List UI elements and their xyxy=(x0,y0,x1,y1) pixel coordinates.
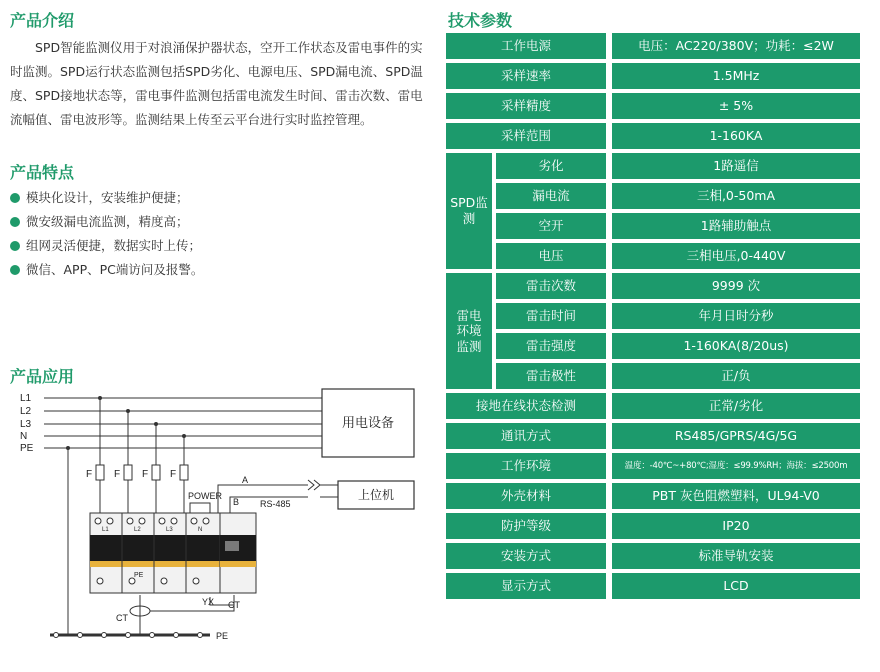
spec-label: 工作电源 xyxy=(446,33,606,59)
pe-bottom-label: PE xyxy=(216,631,229,641)
spec-value: PBT 灰色阻燃塑料，UL94-V0 xyxy=(612,483,860,509)
features-title: 产品特点 xyxy=(10,163,75,182)
spec-value: 标准导轨安装 xyxy=(612,543,860,569)
spec-value: 电压：AC220/380V；功耗：≤2W xyxy=(612,33,860,59)
spec-value: 1-160KA(8/20us) xyxy=(612,333,860,359)
spec-value: 9999 次 xyxy=(612,273,860,299)
intro-title: 产品介绍 xyxy=(10,11,75,30)
feature-item: 微信、APP、PC端访问及报警。 xyxy=(10,258,430,282)
spec-label: 防护等级 xyxy=(446,513,606,539)
module-label: L3 xyxy=(166,527,173,533)
rs485-label: RS-485 xyxy=(260,499,291,509)
bus-b-label: B xyxy=(233,497,240,507)
spec-value: 1-160KA xyxy=(612,123,860,149)
fuse-label: F xyxy=(170,469,177,480)
bullet-icon xyxy=(10,265,20,275)
module-label: L1 xyxy=(102,527,109,533)
spec-label: 雷击极性 xyxy=(496,363,606,389)
feature-item: 微安级漏电流监测，精度高； xyxy=(10,210,430,234)
spec-value: 温度：-40℃~+80℃;湿度：≤99.9%RH；海拔：≤2500m xyxy=(612,453,860,479)
spec-value: 1路遥信 xyxy=(612,153,860,179)
ct-label-left: CT xyxy=(116,613,128,623)
spec-value: IP20 xyxy=(612,513,860,539)
spec-value: 1路辅助触点 xyxy=(612,213,860,239)
spec-label: 显示方式 xyxy=(446,573,606,599)
spec-value: RS485/GPRS/4G/5G xyxy=(612,423,860,449)
spec-label: 雷击强度 xyxy=(496,333,606,359)
spec-label: 雷击次数 xyxy=(496,273,606,299)
application-title: 产品应用 xyxy=(10,367,75,386)
line-label-pe: PE xyxy=(20,443,34,454)
line-label-l2: L2 xyxy=(20,406,32,417)
fuse-label: F xyxy=(114,469,121,480)
bus-a-label: A xyxy=(242,475,249,485)
intro-text: SPD智能监测仪用于对浪涌保护器状态，空开工作状态及雷电事件的实时监测。SPD运行状态监测包括SPD劣化、电源电压、SPD漏电流、SPD温度、SPD接地状态等，雷电事件监测包括雷电流发生时间、雷击次数、雷电流幅值、雷电波形等。监测结果上传至云平台进行实时监控管理。 xyxy=(10,40,423,127)
ct-label-right: CT xyxy=(228,600,240,610)
fuse-label: F xyxy=(142,469,149,480)
spec-label: 电压 xyxy=(496,243,606,269)
spec-value: ± 5% xyxy=(612,93,860,119)
spec-value: LCD xyxy=(612,573,860,599)
fuse-label: F xyxy=(86,469,93,480)
spec-value: 1.5MHz xyxy=(612,63,860,89)
feature-item: 模块化设计，安装维护便捷； xyxy=(10,186,430,210)
spec-value: 正/负 xyxy=(612,363,860,389)
feature-item: 组网灵活便捷，数据实时上传； xyxy=(10,234,430,258)
spec-label: 工作环境 xyxy=(446,453,606,479)
spec-label: 漏电流 xyxy=(496,183,606,209)
spec-value: 正常/劣化 xyxy=(612,393,860,419)
power-label: POWER xyxy=(188,491,223,501)
host-label: 上位机 xyxy=(357,488,395,502)
spec-value: 三相,0-50mA xyxy=(612,183,860,209)
module-label: N xyxy=(198,527,203,533)
spec-label: 空开 xyxy=(496,213,606,239)
spec-label: 通讯方式 xyxy=(446,423,606,449)
spec-value: 三相电压,0-440V xyxy=(612,243,860,269)
spec-label: 雷击时间 xyxy=(496,303,606,329)
features-list xyxy=(10,186,430,282)
line-label-n: N xyxy=(20,431,28,442)
wiring-diagram xyxy=(20,385,440,665)
spec-value: 年月日时分秒 xyxy=(612,303,860,329)
lightning-group-label: 雷电环境监测 xyxy=(446,273,492,389)
spd-group-label: SPD监测 xyxy=(446,153,492,269)
spec-label: 外壳材料 xyxy=(446,483,606,509)
spd-modules xyxy=(90,513,256,593)
spec-label: 安装方式 xyxy=(446,543,606,569)
bullet-icon xyxy=(10,241,20,251)
spec-table xyxy=(446,33,860,599)
module-label: L2 xyxy=(134,527,141,533)
specs-title: 技术参数 xyxy=(448,11,513,30)
module-pe-label: PE xyxy=(134,572,144,579)
spec-label: 采样范围 xyxy=(446,123,606,149)
yx-label: YX xyxy=(202,597,215,607)
spec-label: 接地在线状态检测 xyxy=(446,393,606,419)
line-label-l1: L1 xyxy=(20,393,32,404)
bullet-icon xyxy=(10,217,20,227)
spec-label: 采样速率 xyxy=(446,63,606,89)
bullet-icon xyxy=(10,193,20,203)
line-label-l3: L3 xyxy=(20,419,32,430)
equipment-label: 用电设备 xyxy=(341,415,395,430)
spec-label: 采样精度 xyxy=(446,93,606,119)
spec-label: 劣化 xyxy=(496,153,606,179)
